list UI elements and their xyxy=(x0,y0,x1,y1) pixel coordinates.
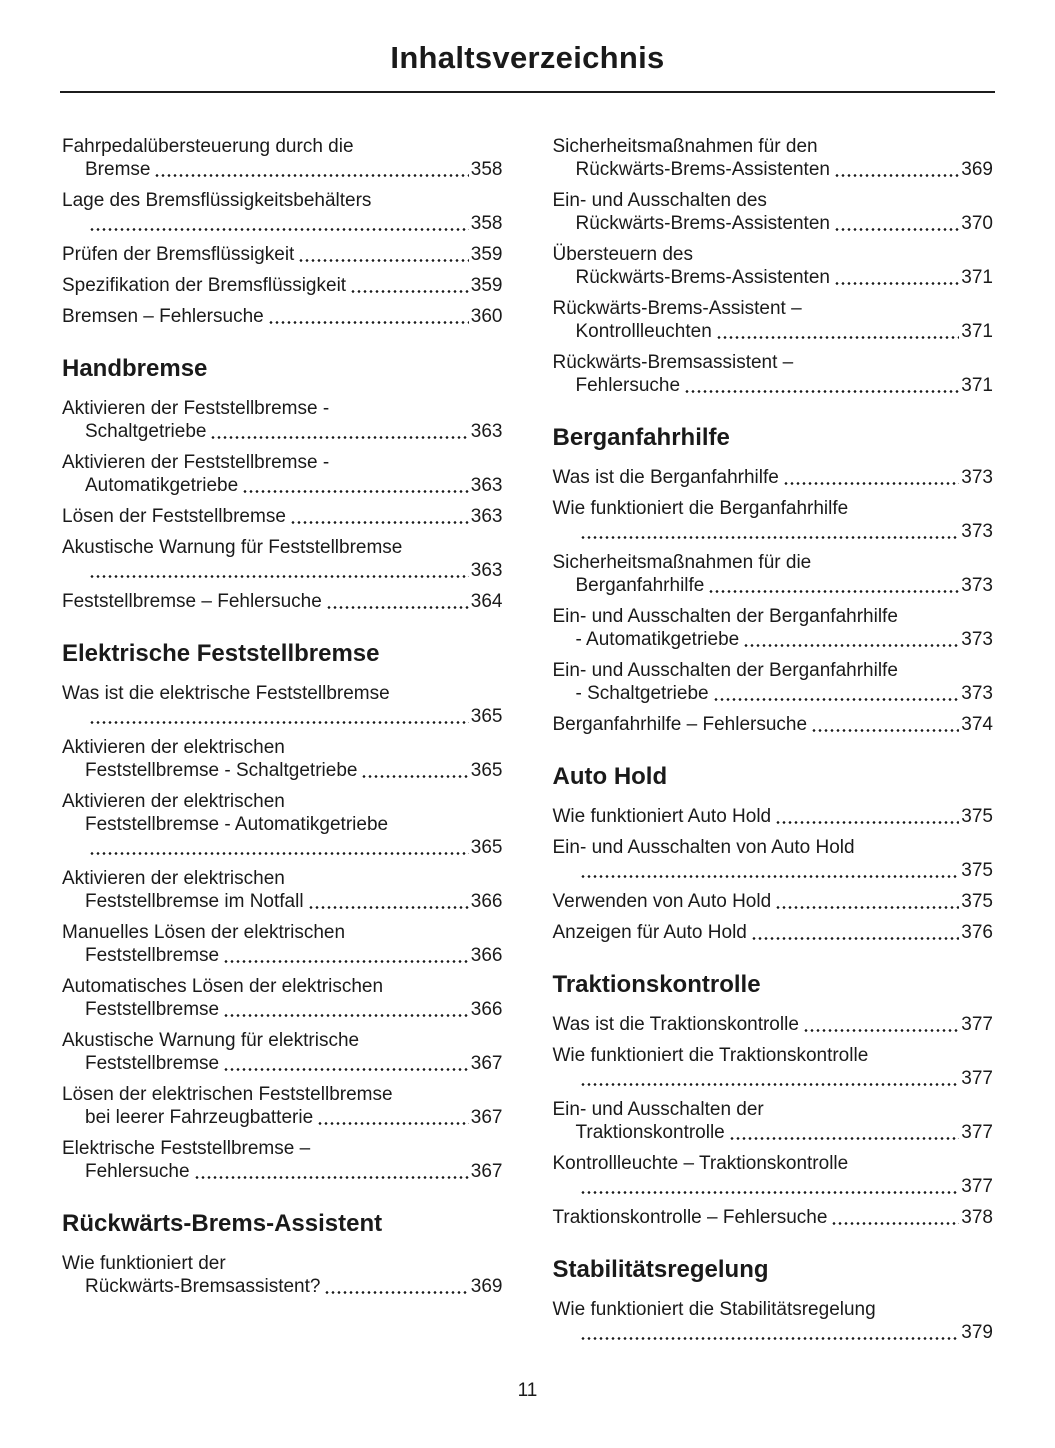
toc-page-number: 365 xyxy=(470,706,503,727)
dotted-leader xyxy=(290,521,469,524)
toc-entry-lastline xyxy=(553,890,994,913)
toc-page-number: 359 xyxy=(470,244,503,265)
dotted-leader xyxy=(580,536,960,539)
toc-entry[interactable] xyxy=(553,805,994,828)
toc-entry[interactable] xyxy=(62,397,503,443)
dotted-leader xyxy=(803,1029,959,1032)
page-title: Inhaltsverzeichnis xyxy=(390,40,665,75)
toc-entry[interactable] xyxy=(62,682,503,728)
toc-entry-lastline xyxy=(62,890,503,913)
toc-entry[interactable] xyxy=(553,659,994,705)
toc-entry-text: Rückwärts-Brems-Assistenten xyxy=(575,267,830,288)
toc-page-number: 375 xyxy=(961,891,993,912)
toc-entry-text: Ein- und Ausschalten der xyxy=(552,1099,764,1120)
toc-entry-text: Aktivieren der elektrischen xyxy=(62,737,285,758)
dotted-leader xyxy=(308,906,469,909)
toc-entry-text: Wie funktioniert die Berganfahrhilfe xyxy=(552,498,849,519)
toc-entry-lastline xyxy=(62,759,503,782)
toc-entry-text: bei leerer Fahrzeugbatterie xyxy=(85,1107,314,1128)
toc-entry[interactable] xyxy=(62,1083,503,1129)
section-heading: Rückwärts-Brems-Assistent xyxy=(62,1210,383,1237)
dotted-leader xyxy=(834,174,959,177)
toc-column-left xyxy=(62,135,503,1352)
dotted-leader xyxy=(223,960,469,963)
toc-entry-text: Wie funktioniert die Stabilitätsregelung xyxy=(552,1299,876,1320)
toc-entry[interactable] xyxy=(553,1044,994,1090)
toc-column-right xyxy=(553,135,994,1352)
toc-entry-lastline xyxy=(553,520,994,543)
dotted-leader xyxy=(324,1291,468,1294)
toc-entry[interactable] xyxy=(62,1137,503,1183)
toc-entry-text: Ein- und Ausschalten der Berganfahrhilfe xyxy=(552,660,898,681)
dotted-leader xyxy=(350,290,469,293)
toc-entry-lastline xyxy=(62,1275,503,1298)
toc-page-number: 377 xyxy=(961,1176,993,1197)
toc-entry-text: Feststellbremse – Fehlersuche xyxy=(62,591,322,612)
toc-entry-lastline xyxy=(553,320,994,343)
toc-entry[interactable] xyxy=(553,1206,994,1229)
toc-entry-lastline xyxy=(553,374,994,397)
toc-entry-lastline xyxy=(62,474,503,497)
toc-entry-text: Traktionskontrolle xyxy=(575,1122,725,1143)
toc-page-number: 373 xyxy=(961,521,993,542)
toc-page-number: 370 xyxy=(961,213,993,234)
toc-entry[interactable] xyxy=(62,867,503,913)
toc-entry-text: Aktivieren der Feststellbremse - xyxy=(62,398,330,419)
toc-entry-text: Bremsen – Fehlersuche xyxy=(62,306,264,327)
toc-entry[interactable] xyxy=(553,836,994,882)
toc-page-number: 360 xyxy=(470,306,503,327)
toc-entry-lastline xyxy=(62,505,503,528)
toc-entry[interactable] xyxy=(553,135,994,181)
dotted-leader xyxy=(580,1337,960,1340)
toc-page-number: 373 xyxy=(961,575,993,596)
toc-entry-lastline xyxy=(62,212,503,235)
toc-entry-lastline xyxy=(553,713,994,736)
toc-entry[interactable] xyxy=(553,351,994,397)
toc-entry-text: Ein- und Ausschalten von Auto Hold xyxy=(552,837,855,858)
toc-entry-lastline xyxy=(553,682,994,705)
toc-entry-text: Manuelles Lösen der elektrischen xyxy=(62,922,346,943)
toc-page-number: 367 xyxy=(470,1107,503,1128)
toc-entry-text: Was ist die elektrische Feststellbremse xyxy=(62,683,390,704)
toc-page-number: 367 xyxy=(470,1161,503,1182)
toc-entry-lastline xyxy=(553,805,994,828)
toc-entry-text: Fahrpedalübersteuerung durch die xyxy=(62,136,354,157)
toc-entry-lastline xyxy=(553,628,994,651)
dotted-leader xyxy=(89,228,469,231)
toc-entry-text: Fehlersuche xyxy=(85,1161,190,1182)
dotted-leader xyxy=(834,228,959,231)
toc-entry-text: Rückwärts-Brems-Assistent – xyxy=(552,298,802,319)
toc-entry-lastline xyxy=(62,836,503,859)
dotted-leader xyxy=(729,1137,960,1140)
toc-page-number: 374 xyxy=(961,714,993,735)
dotted-leader xyxy=(716,336,960,339)
toc-entry-lastline xyxy=(553,158,994,181)
toc-entry[interactable] xyxy=(553,605,994,651)
toc-entry-lastline xyxy=(553,1013,994,1036)
toc-page-number: 363 xyxy=(470,475,503,496)
toc-entry-lastline xyxy=(553,1175,994,1198)
section-heading: Elektrische Feststellbremse xyxy=(62,640,380,667)
toc-entry-text: Sicherheitsmaßnahmen für den xyxy=(552,136,818,157)
toc-entry-lastline xyxy=(62,243,503,266)
toc-entry-text: Was ist die Berganfahrhilfe xyxy=(552,467,779,488)
toc-entry-text: Schaltgetriebe xyxy=(85,421,207,442)
dotted-leader xyxy=(326,606,469,609)
toc-entry-lastline xyxy=(62,305,503,328)
toc-entry-text: Übersteuern des xyxy=(552,244,693,265)
toc-page-number: 371 xyxy=(961,321,993,342)
toc-page-number: 377 xyxy=(961,1122,993,1143)
toc-entry-text: Akustische Warnung für Feststellbremse xyxy=(62,537,403,558)
toc-entry-text: Lage des Bremsflüssigkeitsbehälters xyxy=(62,190,372,211)
dotted-leader xyxy=(223,1014,469,1017)
toc-entry[interactable] xyxy=(553,551,994,597)
toc-entry-text: Aktivieren der elektrischen xyxy=(62,791,285,812)
toc-entry[interactable] xyxy=(62,243,503,266)
toc-entry-text: Was ist die Traktionskontrolle xyxy=(552,1014,799,1035)
toc-entry-text: Akustische Warnung für elektrische xyxy=(62,1030,360,1051)
toc-entry-text: Rückwärts-Bremsassistent? xyxy=(85,1276,321,1297)
dotted-leader xyxy=(89,575,469,578)
toc-entry-lastline xyxy=(62,1160,503,1183)
toc-entry[interactable] xyxy=(62,505,503,528)
dotted-leader xyxy=(298,259,468,262)
dotted-leader xyxy=(580,1191,960,1194)
toc-page-number: 373 xyxy=(961,629,993,650)
toc-entry-text: Anzeigen für Auto Hold xyxy=(552,922,747,943)
toc-entry-text: Feststellbremse xyxy=(85,1053,220,1074)
toc-page-number: 375 xyxy=(961,860,993,881)
toc-page-number: 363 xyxy=(470,421,503,442)
toc-entry[interactable] xyxy=(553,189,994,235)
toc-entry[interactable] xyxy=(553,1013,994,1036)
toc-entry-text: Wie funktioniert die Traktionskontrolle xyxy=(552,1045,869,1066)
toc-entry[interactable] xyxy=(62,274,503,297)
toc-entry-text: Sicherheitsmaßnahmen für die xyxy=(552,552,812,573)
dotted-leader xyxy=(713,698,960,701)
toc-entry[interactable] xyxy=(62,135,503,181)
toc-entry-text: - Schaltgetriebe xyxy=(575,683,709,704)
toc-entry-text: Kontrollleuchten xyxy=(575,321,712,342)
dotted-leader xyxy=(775,906,959,909)
toc-entry-text: Feststellbremse im Notfall xyxy=(85,891,304,912)
toc-entry-lastline xyxy=(553,1321,994,1344)
dotted-leader xyxy=(194,1176,469,1179)
toc-entry-text: Feststellbremse xyxy=(85,999,220,1020)
toc-entry-lastline xyxy=(553,466,994,489)
dotted-leader xyxy=(210,436,468,439)
toc-entry-lastline xyxy=(553,1067,994,1090)
toc-entry-lastline xyxy=(62,420,503,443)
toc-entry[interactable] xyxy=(62,305,503,328)
toc-page-number: 373 xyxy=(961,683,993,704)
toc-entry-lastline xyxy=(553,212,994,235)
toc-page-number: 377 xyxy=(961,1068,993,1089)
toc-entry-text: Aktivieren der elektrischen xyxy=(62,868,285,889)
toc-entry-lastline xyxy=(553,859,994,882)
dotted-leader xyxy=(268,321,469,324)
toc-entry-text: Feststellbremse - Automatikgetriebe xyxy=(85,814,389,835)
toc-entry-lastline xyxy=(553,574,994,597)
toc-entry[interactable] xyxy=(62,975,503,1021)
toc-entry-text: Rückwärts-Brems-Assistenten xyxy=(575,213,830,234)
dotted-leader xyxy=(783,482,959,485)
toc-page-number: 366 xyxy=(470,945,503,966)
dotted-leader xyxy=(361,775,468,778)
toc-entry[interactable] xyxy=(553,466,994,489)
toc-entry-lastline xyxy=(62,1052,503,1075)
toc-entry-text: Kontrollleuchte – Traktionskontrolle xyxy=(552,1153,849,1174)
toc-entry-lastline xyxy=(62,998,503,1021)
toc-page-number: 365 xyxy=(470,760,503,781)
toc-entry-text: Rückwärts-Bremsassistent – xyxy=(552,352,794,373)
toc-entry-text: Prüfen der Bremsflüssigkeit xyxy=(62,244,295,265)
page-header xyxy=(0,0,1055,93)
toc-entry[interactable] xyxy=(553,1298,994,1344)
toc-entry[interactable] xyxy=(62,536,503,582)
toc-page-number: 373 xyxy=(961,467,993,488)
toc-entry-text: Fehlersuche xyxy=(575,375,681,396)
toc-entry-text: Wie funktioniert Auto Hold xyxy=(552,806,772,827)
toc-page-number: 363 xyxy=(470,560,503,581)
section-heading: Berganfahrhilfe xyxy=(552,424,730,451)
toc-page-number: 363 xyxy=(470,506,503,527)
toc-entry[interactable] xyxy=(62,921,503,967)
toc-entry-text: Elektrische Feststellbremse – xyxy=(62,1138,311,1159)
toc-entry-lastline xyxy=(62,274,503,297)
toc-entry[interactable] xyxy=(62,189,503,235)
dotted-leader xyxy=(580,875,960,878)
toc-page-number: 369 xyxy=(470,1276,503,1297)
toc-entry-lastline xyxy=(553,921,994,944)
section-heading: Stabilitätsregelung xyxy=(552,1256,769,1283)
dotted-leader xyxy=(223,1068,469,1071)
toc-entry-text: - Automatikgetriebe xyxy=(575,629,740,650)
toc-entry[interactable] xyxy=(62,451,503,497)
toc-entry[interactable] xyxy=(553,1152,994,1198)
toc-page-number: 371 xyxy=(961,375,993,396)
toc-page-number: 358 xyxy=(470,159,503,180)
toc-page-number: 365 xyxy=(470,837,503,858)
toc-page-number: 358 xyxy=(470,213,503,234)
toc-entry-text: Lösen der elektrischen Feststellbremse xyxy=(62,1084,393,1105)
toc-entry-text: Ein- und Ausschalten der Berganfahrhilfe xyxy=(552,606,898,627)
toc-entry-lastline xyxy=(62,590,503,613)
toc-page-number: 367 xyxy=(470,1053,503,1074)
toc-entry[interactable] xyxy=(62,590,503,613)
dotted-leader xyxy=(684,390,959,393)
dotted-leader xyxy=(831,1222,959,1225)
toc-entry-text: Feststellbremse - Schaltgetriebe xyxy=(85,760,358,781)
toc-page-number: 366 xyxy=(470,891,503,912)
toc-entry-text: Feststellbremse xyxy=(85,945,220,966)
toc-entry-text: Rückwärts-Brems-Assistenten xyxy=(575,159,830,180)
toc-page-number: 366 xyxy=(470,999,503,1020)
dotted-leader xyxy=(580,1083,960,1086)
toc-entry[interactable] xyxy=(62,1252,503,1298)
toc-entry[interactable] xyxy=(553,497,994,543)
toc-entry[interactable] xyxy=(553,921,994,944)
dotted-leader xyxy=(834,282,959,285)
toc-page-number: 379 xyxy=(961,1322,993,1343)
toc-entry-text: Traktionskontrolle – Fehlersuche xyxy=(552,1207,828,1228)
table-of-contents xyxy=(0,93,1055,1352)
toc-entry-text: Bremse xyxy=(85,159,151,180)
dotted-leader xyxy=(154,174,468,177)
toc-entry[interactable] xyxy=(62,1029,503,1075)
section-heading: Handbremse xyxy=(62,355,208,382)
toc-entry[interactable] xyxy=(553,1098,994,1144)
toc-entry[interactable] xyxy=(553,297,994,343)
toc-entry-lastline xyxy=(62,559,503,582)
toc-entry-text: Berganfahrhilfe xyxy=(575,575,705,596)
dotted-leader xyxy=(89,852,469,855)
toc-entry-lastline xyxy=(62,1106,503,1129)
toc-entry-text: Automatikgetriebe xyxy=(85,475,239,496)
toc-entry-lastline xyxy=(553,266,994,289)
toc-page-number: 369 xyxy=(961,159,993,180)
footer-page-number: 11 xyxy=(517,1380,538,1401)
page-footer xyxy=(0,1380,1055,1402)
toc-entry-lastline xyxy=(62,158,503,181)
toc-entry[interactable] xyxy=(62,736,503,782)
toc-entry[interactable] xyxy=(553,713,994,736)
toc-entry[interactable] xyxy=(553,890,994,913)
toc-page-number: 378 xyxy=(961,1207,993,1228)
section-heading: Auto Hold xyxy=(552,763,668,790)
dotted-leader xyxy=(708,590,959,593)
dotted-leader xyxy=(317,1122,469,1125)
toc-entry-text: Lösen der Feststellbremse xyxy=(62,506,286,527)
toc-page-number: 371 xyxy=(961,267,993,288)
section-heading: Traktionskontrolle xyxy=(552,971,761,998)
toc-entry-text: Ein- und Ausschalten des xyxy=(552,190,767,211)
dotted-leader xyxy=(775,821,959,824)
toc-entry-lastline xyxy=(553,1206,994,1229)
toc-entry-text: Berganfahrhilfe – Fehlersuche xyxy=(552,714,808,735)
dotted-leader xyxy=(811,729,959,732)
toc-entry-lastline xyxy=(62,705,503,728)
dotted-leader xyxy=(743,644,959,647)
toc-page-number: 377 xyxy=(961,1014,993,1035)
toc-page-number: 375 xyxy=(961,806,993,827)
dotted-leader xyxy=(89,721,469,724)
dotted-leader xyxy=(751,937,959,940)
toc-entry-lastline xyxy=(62,944,503,967)
toc-entry-text: Spezifikation der Bremsflüssigkeit xyxy=(62,275,347,296)
toc-entry[interactable] xyxy=(553,243,994,289)
toc-entry-text: Automatisches Lösen der elektrischen xyxy=(62,976,384,997)
toc-page-number: 359 xyxy=(470,275,503,296)
toc-entry-text: Verwenden von Auto Hold xyxy=(552,891,772,912)
dotted-leader xyxy=(242,490,469,493)
toc-page-number: 376 xyxy=(961,922,993,943)
toc-entry[interactable] xyxy=(62,790,503,859)
toc-entry-text: Aktivieren der Feststellbremse - xyxy=(62,452,330,473)
toc-page-number: 364 xyxy=(470,591,503,612)
toc-entry-text: Wie funktioniert der xyxy=(62,1253,226,1274)
toc-entry-lastline xyxy=(553,1121,994,1144)
